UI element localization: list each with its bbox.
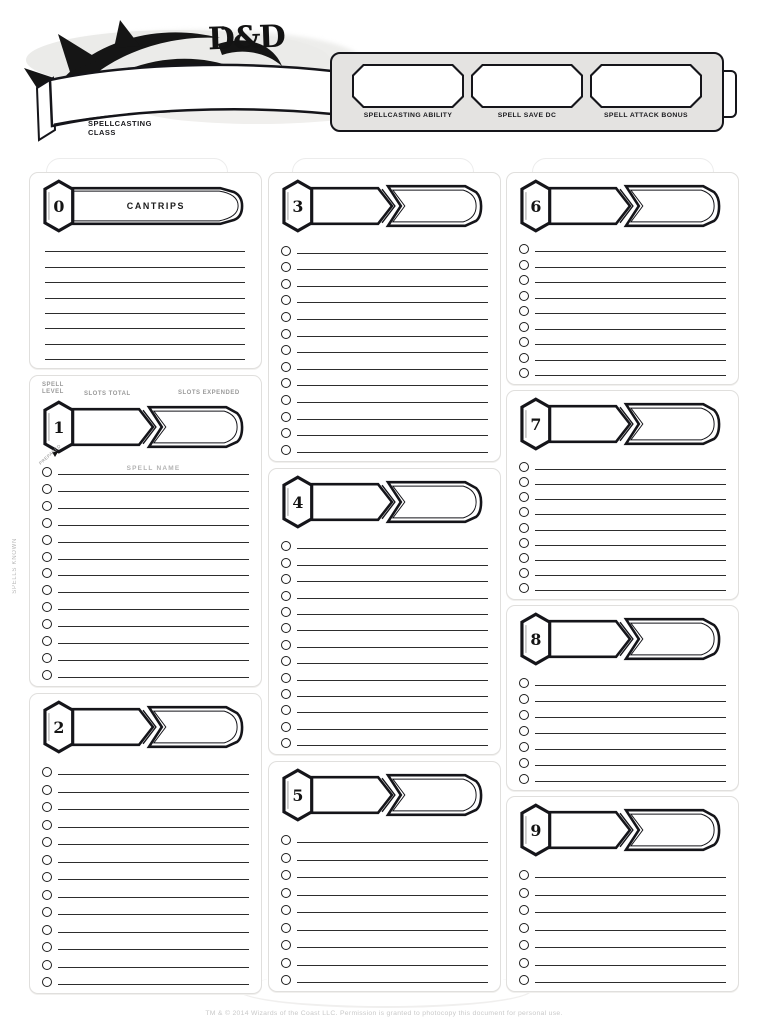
stat-label: SPELLCASTING ABILITY [363, 112, 453, 119]
spell-columns [0, 172, 768, 1002]
prepared-label: PREPARED [38, 443, 62, 466]
slots-total-box[interactable] [71, 409, 153, 445]
spell-name-line[interactable] [58, 609, 249, 627]
spell-row [281, 896, 488, 913]
spell-name-line[interactable] [297, 236, 488, 254]
spell-name-line[interactable] [45, 313, 245, 329]
spell-row [519, 913, 726, 930]
spell-name-line[interactable] [535, 895, 726, 913]
spell-name-line[interactable] [297, 336, 488, 354]
prepared-toggle-circle[interactable] [519, 583, 529, 593]
section-header [40, 400, 251, 454]
spell-name-line[interactable] [535, 912, 726, 930]
spell-name-line[interactable] [535, 298, 726, 314]
spell-row [281, 386, 488, 403]
spell-name-line[interactable] [535, 514, 726, 530]
spell-row [42, 610, 249, 627]
stat-value-box[interactable] [471, 64, 583, 108]
spell-name-line[interactable] [535, 499, 726, 515]
section-header [40, 700, 251, 754]
spell-row [519, 237, 726, 252]
spell-name-line[interactable] [45, 236, 245, 252]
spell-row [42, 543, 249, 560]
spell-name-line[interactable] [535, 733, 726, 750]
spell-row [519, 500, 726, 515]
spellcasting-class-field[interactable] [50, 65, 332, 126]
spell-level-section-2 [29, 693, 262, 994]
spell-row [281, 931, 488, 948]
spell-rows [279, 529, 490, 746]
stat-value-box[interactable] [590, 64, 702, 108]
spell-row [42, 283, 249, 298]
spell-name-line[interactable] [297, 630, 488, 647]
spell-level-section-7 [506, 390, 739, 600]
spell-name-line[interactable] [297, 369, 488, 387]
spell-row [519, 931, 726, 948]
spell-row [519, 686, 726, 702]
spell-name-line[interactable] [58, 897, 249, 915]
spell-name-line[interactable] [535, 947, 726, 965]
spell-row [281, 370, 488, 387]
spell-name-line[interactable] [535, 530, 726, 546]
spell-rows [40, 233, 251, 360]
spell-row [281, 681, 488, 697]
spell-name-line[interactable] [45, 282, 245, 298]
spell-row [519, 948, 726, 965]
spell-row [519, 896, 726, 913]
cantrips-title: CANTRIPS [126, 200, 186, 211]
spell-name-line[interactable] [58, 774, 249, 792]
spells-known-side-label: SPELLS KNOWN [12, 538, 18, 594]
spell-name-line[interactable] [45, 298, 245, 314]
spell-rows [38, 443, 251, 678]
spell-name-line[interactable] [58, 792, 249, 810]
prepared-toggle-circle[interactable] [42, 670, 52, 680]
spell-row [42, 898, 249, 915]
spell-row [281, 843, 488, 860]
spell-row [281, 615, 488, 631]
spell-row [519, 861, 726, 878]
spell-name-line[interactable] [535, 669, 726, 686]
spell-level-number: 7 [530, 414, 542, 434]
sheet-header [0, 0, 768, 165]
stat-value [354, 66, 462, 106]
spell-name-line[interactable] [535, 360, 726, 376]
spell-name-line[interactable] [297, 930, 488, 948]
spell-name-line[interactable] [535, 717, 726, 734]
spell-row [42, 644, 249, 661]
spell-name-line[interactable] [297, 286, 488, 304]
prepared-toggle-circle[interactable] [519, 975, 529, 985]
spell-name-line[interactable] [58, 914, 249, 932]
spell-name-line[interactable] [297, 895, 488, 913]
prepared-toggle-circle[interactable] [281, 975, 291, 985]
spell-name-line[interactable] [297, 302, 488, 320]
spell-row [42, 810, 249, 827]
spell-row [519, 314, 726, 329]
spell-row [519, 766, 726, 782]
spell-name-line[interactable] [535, 236, 726, 252]
spell-name-line[interactable] [58, 626, 249, 644]
spell-name-line[interactable] [535, 860, 726, 878]
spell-name-line[interactable] [297, 319, 488, 337]
slots-total-box[interactable] [71, 709, 153, 745]
spell-row [42, 560, 249, 577]
spell-name-line[interactable] [297, 419, 488, 437]
spell-row [519, 470, 726, 485]
spell-row [519, 283, 726, 298]
spell-level-number: 3 [292, 196, 304, 216]
spell-name-line[interactable] [535, 267, 726, 283]
spell-row [281, 878, 488, 895]
spell-name-line[interactable] [535, 484, 726, 500]
spell-level-section-4 [268, 468, 501, 755]
spell-name-line[interactable] [297, 598, 488, 615]
spell-row [281, 697, 488, 713]
spell-row [281, 237, 488, 254]
stat-value-box[interactable] [352, 64, 464, 108]
spell-level-label: SPELL LEVEL [42, 382, 64, 395]
spell-level-section-0 [29, 172, 262, 369]
spell-name-line[interactable] [58, 491, 249, 509]
spell-rows [517, 666, 728, 782]
spell-name-hint: SPELL NAME [126, 464, 181, 472]
spell-name-line[interactable] [297, 729, 488, 746]
spell-name-line[interactable] [58, 809, 249, 827]
spell-name-line[interactable] [535, 930, 726, 948]
spell-row [281, 436, 488, 453]
spell-name-line[interactable] [58, 827, 249, 845]
spell-row [519, 299, 726, 314]
spell-row [519, 576, 726, 591]
spell-name-line[interactable] [45, 251, 245, 267]
spell-level-section-8 [506, 605, 739, 791]
spell-name-line[interactable] [58, 474, 249, 492]
spell-row [281, 648, 488, 664]
spell-row [42, 509, 249, 526]
spell-name-line[interactable] [535, 282, 726, 298]
spell-row [38, 443, 249, 475]
spell-name-line[interactable] [535, 685, 726, 702]
spell-row [519, 485, 726, 500]
slots-total-box[interactable] [548, 812, 630, 848]
spell-row [519, 361, 726, 376]
spell-row [519, 966, 726, 983]
spell-name-line[interactable] [297, 947, 488, 965]
stat [471, 64, 583, 130]
section-header [279, 475, 490, 529]
spells-column-1 [29, 172, 262, 994]
spell-row [42, 661, 249, 678]
spell-level-number: 5 [292, 785, 304, 805]
spell-level-number: 9 [530, 820, 542, 840]
spell-row [42, 314, 249, 329]
spell-name-line[interactable] [535, 560, 726, 576]
spell-row [519, 268, 726, 283]
spell-row [281, 631, 488, 647]
spell-row [42, 593, 249, 610]
spell-row [281, 303, 488, 320]
slots-total-box[interactable] [548, 406, 630, 442]
spell-row [42, 492, 249, 509]
stat-value [473, 66, 581, 106]
spell-row [42, 237, 249, 252]
spell-row [519, 561, 726, 576]
spell-row [42, 950, 249, 967]
spell-name-line[interactable] [535, 329, 726, 345]
spell-row [42, 526, 249, 543]
slots-total-box[interactable] [310, 777, 392, 813]
spell-level-number: 1 [53, 417, 65, 437]
spell-row [519, 750, 726, 766]
spell-name-line[interactable] [297, 532, 488, 549]
spell-level-section-5 [268, 761, 501, 992]
spell-row [42, 329, 249, 344]
copyright-footer: TM & © 2014 Wizards of the Coast LLC. Permission is granted to photocopy this document for personal use. [205, 1010, 563, 1017]
spell-name-line[interactable] [297, 352, 488, 370]
spell-name-line[interactable] [535, 469, 726, 485]
spell-name-line[interactable] [297, 565, 488, 582]
spell-row [281, 533, 488, 549]
spell-level-number: 4 [292, 492, 304, 512]
section-header [279, 768, 490, 822]
stat-label: SPELL ATTACK BONUS [604, 112, 688, 119]
spell-name-line[interactable] [297, 402, 488, 420]
class-ribbon-banner [30, 58, 342, 146]
spell-row [281, 913, 488, 930]
spell-level-section-1 [29, 375, 262, 687]
spell-name-line[interactable] [58, 508, 249, 526]
spell-name-line[interactable] [297, 435, 488, 453]
spell-rows [517, 233, 728, 376]
spell-name-line[interactable] [297, 712, 488, 729]
prepared-toggle-circle[interactable] [281, 738, 291, 748]
spell-name-line[interactable] [535, 701, 726, 718]
spell-name-line[interactable] [297, 696, 488, 713]
spell-name-line[interactable] [297, 912, 488, 930]
spell-row [42, 828, 249, 845]
spell-row [42, 627, 249, 644]
spell-level-number: 2 [53, 717, 65, 737]
spell-row [519, 252, 726, 267]
spell-row [281, 826, 488, 843]
spell-row [281, 403, 488, 420]
stat [590, 64, 702, 130]
spell-row [519, 515, 726, 530]
spell-row [281, 861, 488, 878]
spell-row [281, 566, 488, 582]
spell-name-line[interactable] [297, 548, 488, 565]
spell-name-line[interactable] [58, 967, 249, 985]
spell-row [519, 345, 726, 360]
stat-bar [330, 52, 724, 132]
spell-row [281, 713, 488, 729]
spell-name-line[interactable] [297, 860, 488, 878]
spell-name-line[interactable] [58, 844, 249, 862]
spell-name-line[interactable] [58, 660, 249, 678]
spell-row [519, 734, 726, 750]
spell-row [281, 664, 488, 680]
spell-name-line[interactable] [58, 559, 249, 577]
spell-level-section-6 [506, 172, 739, 385]
spell-row [519, 455, 726, 470]
spell-name-line[interactable] [58, 643, 249, 661]
spell-name-line[interactable] [297, 825, 488, 843]
slots-expended-label: SLOTS EXPENDED [178, 390, 240, 396]
slots-total-box[interactable] [310, 188, 392, 224]
dnd-logo: D&D [207, 18, 285, 58]
spell-rows [40, 754, 251, 985]
spell-name-line[interactable] [535, 965, 726, 983]
spell-name-line[interactable] [58, 862, 249, 880]
spell-row [42, 576, 249, 593]
spell-row [42, 915, 249, 932]
spell-rows [517, 451, 728, 591]
spell-row [281, 270, 488, 287]
spell-row [281, 966, 488, 983]
spell-row [519, 702, 726, 718]
spell-name-line[interactable] [58, 879, 249, 897]
spell-row [281, 337, 488, 354]
spellcasting-class-label: SPELLCASTING CLASS [88, 119, 152, 137]
spell-row [281, 549, 488, 565]
spell-name-line[interactable] [535, 575, 726, 591]
spell-name-line[interactable] [58, 757, 249, 775]
stat [352, 64, 464, 130]
spell-row [42, 299, 249, 314]
spell-row [519, 878, 726, 895]
section-header [517, 179, 728, 233]
spell-name-line[interactable] [297, 877, 488, 895]
spell-name-line[interactable] [45, 344, 245, 360]
spell-row [42, 345, 249, 360]
spell-name-line[interactable] [297, 647, 488, 664]
spell-row [281, 353, 488, 370]
spell-row [42, 758, 249, 775]
spell-row [42, 775, 249, 792]
spell-name-line[interactable] [297, 842, 488, 860]
section-header [517, 397, 728, 451]
spell-name-line[interactable] [297, 253, 488, 271]
spell-name-line[interactable] [58, 592, 249, 610]
spell-level-number: 6 [530, 196, 542, 216]
spell-name-line[interactable] [58, 525, 249, 543]
spell-row [281, 948, 488, 965]
spell-row [281, 420, 488, 437]
spell-row [42, 252, 249, 267]
spell-name-line[interactable] [58, 932, 249, 950]
stat-label: SPELL SAVE DC [497, 112, 557, 119]
spell-row [281, 254, 488, 271]
slot-labels [40, 382, 251, 400]
spell-name-line[interactable] [535, 454, 726, 470]
spell-name-line[interactable] [297, 269, 488, 287]
section-header [40, 179, 251, 233]
prepared-toggle-circle[interactable] [281, 445, 291, 455]
spell-row [42, 475, 249, 492]
spell-row [42, 793, 249, 810]
spell-row [42, 268, 249, 283]
spell-name-line[interactable] [45, 328, 245, 344]
spell-name-line[interactable] [535, 545, 726, 561]
spell-row [519, 670, 726, 686]
slots-total-box[interactable] [310, 484, 392, 520]
spell-name-line[interactable] [297, 965, 488, 983]
spell-row [281, 320, 488, 337]
spell-name-line[interactable] [297, 680, 488, 697]
spell-name-line[interactable] [535, 313, 726, 329]
spell-name-line[interactable] [535, 765, 726, 782]
spell-name-line[interactable] [297, 663, 488, 680]
spell-row [42, 933, 249, 950]
spell-row [42, 968, 249, 985]
spell-name-line[interactable] [58, 949, 249, 967]
slots-total-box[interactable] [548, 621, 630, 657]
spell-level-number: 8 [530, 629, 542, 649]
spell-name-line[interactable] [58, 457, 249, 475]
spell-name-line[interactable] [535, 344, 726, 360]
spells-column-2 [268, 172, 501, 992]
section-header [279, 179, 490, 233]
spell-name-line[interactable] [58, 575, 249, 593]
spell-rows [279, 233, 490, 453]
spell-row [42, 863, 249, 880]
spell-rows [517, 857, 728, 983]
section-header [517, 612, 728, 666]
spell-row [281, 599, 488, 615]
section-header [517, 803, 728, 857]
spell-level-section-3 [268, 172, 501, 462]
spell-row [281, 582, 488, 598]
spell-row [519, 330, 726, 345]
prepared-toggle-circle[interactable] [519, 368, 529, 378]
spell-level-section-9 [506, 796, 739, 992]
spell-name-line[interactable] [535, 877, 726, 895]
spells-column-3 [506, 172, 739, 992]
spell-name-line[interactable] [297, 385, 488, 403]
spell-name-line[interactable] [58, 542, 249, 560]
spell-row [519, 718, 726, 734]
spell-name-line[interactable] [297, 581, 488, 598]
spell-name-line[interactable] [45, 267, 245, 283]
spell-row [42, 880, 249, 897]
spell-row [519, 546, 726, 561]
spell-row [281, 287, 488, 304]
spell-row [42, 845, 249, 862]
spell-rows [279, 822, 490, 983]
slots-total-box[interactable] [548, 188, 630, 224]
spell-name-line[interactable] [535, 749, 726, 766]
spell-row [281, 730, 488, 746]
prepared-toggle-circle[interactable] [42, 977, 52, 987]
prepared-toggle-circle[interactable] [519, 774, 529, 784]
spell-level-number: 0 [53, 196, 65, 216]
spell-row [519, 531, 726, 546]
spell-name-line[interactable] [297, 614, 488, 631]
stat-value [592, 66, 700, 106]
spell-name-line[interactable] [535, 251, 726, 267]
slots-total-label: SLOTS TOTAL [84, 391, 131, 397]
